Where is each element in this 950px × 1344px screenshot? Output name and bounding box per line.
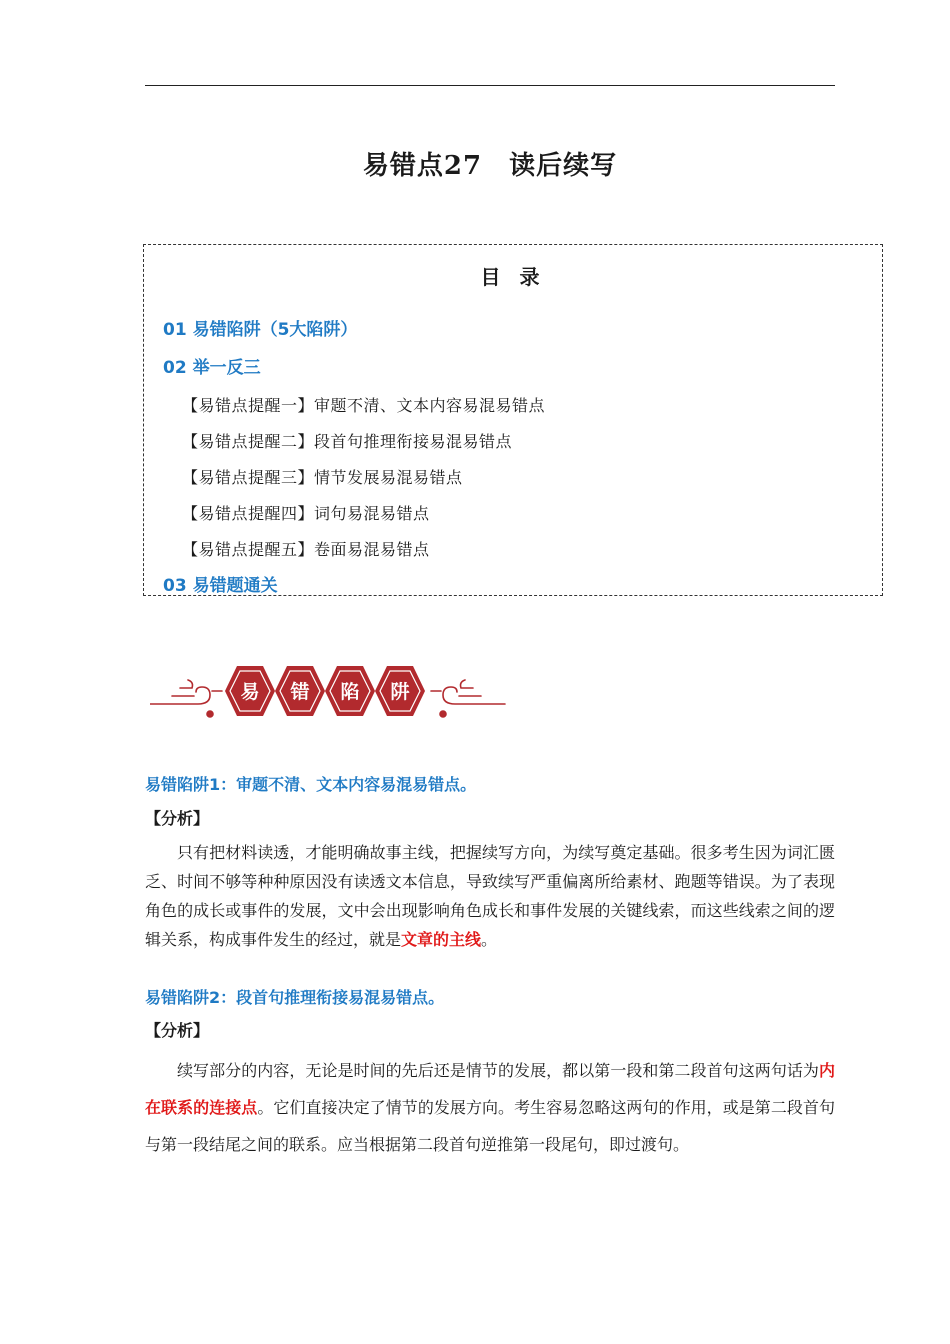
trap-2-title: 易错陷阱2：段首句推理衔接易混易错点。 [145, 988, 445, 1007]
trap-2-text-end: 。它们直接决定了情节的发展方向。考生容易忽略这两句的作用，或是第二段首句与第一段结尾之间的联系。应当根据第二段首句逆推第一段尾句，即过渡句。 [145, 1098, 835, 1154]
trap-2-highlight: 内在联系的连接点 [145, 1061, 835, 1117]
trap-1-text-end: 。 [481, 930, 498, 949]
trap-1-text: 只有把材料读透，才能明确故事主线，把握续写方向，为续写奠定基础。很多考生因为词汇匮乏、时间不够等种种原因没有读透文本信息，导致续写严重偏离所给素材、跑题等错误。为了表现角色的成长或事件的发展，文中会出现影响角色成长和事件发展的关键线索，而这些线索之间的逻辑关系，构成事件发生的经过，就是 [145, 843, 835, 949]
banner-char-4: 阱 [390, 681, 410, 703]
left-cloud-ornament [150, 680, 222, 717]
toc-item-4[interactable]: 【易错点提醒四】词句易混易错点 [182, 504, 430, 523]
trap-2-analysis-label: 【分析】 [145, 1021, 210, 1040]
trap-2-paragraph [145, 1052, 835, 1163]
toc-item-3[interactable]: 【易错点提醒三】情节发展易混易错点 [182, 468, 463, 487]
banner-char-2: 错 [290, 681, 310, 703]
banner-char-1: 易 [240, 681, 260, 703]
right-cloud-ornament [431, 680, 505, 717]
trap-1-title: 易错陷阱1：审题不清、文本内容易混易错点。 [145, 775, 477, 794]
banner-char-3: 陷 [340, 681, 360, 703]
toc-section-03[interactable]: 03 易错题通关 [163, 576, 278, 596]
table-of-contents [143, 244, 883, 596]
header-rule [145, 85, 835, 86]
trap-1-highlight: 文章的主线 [401, 930, 482, 949]
toc-heading: 目 录 [480, 265, 546, 289]
trap-1-paragraph [145, 838, 835, 954]
trap-2-text: 续写部分的内容，无论是时间的先后还是情节的发展，都以第一段和第二段首句这两句话为 [177, 1061, 819, 1080]
toc-item-5[interactable]: 【易错点提醒五】卷面易混易错点 [182, 540, 430, 559]
document-title: 易错点27 读后续写 [362, 151, 618, 181]
toc-item-1[interactable]: 【易错点提醒一】审题不清、文本内容易混易错点 [182, 396, 546, 415]
trap-banner [150, 660, 510, 722]
toc-item-2[interactable]: 【易错点提醒二】段首句推理衔接易混易错点 [182, 432, 513, 451]
toc-section-02[interactable]: 02 举一反三 [163, 358, 261, 378]
toc-section-01[interactable]: 01 易错陷阱（5大陷阱） [163, 320, 358, 340]
trap-1-analysis-label: 【分析】 [145, 809, 210, 828]
